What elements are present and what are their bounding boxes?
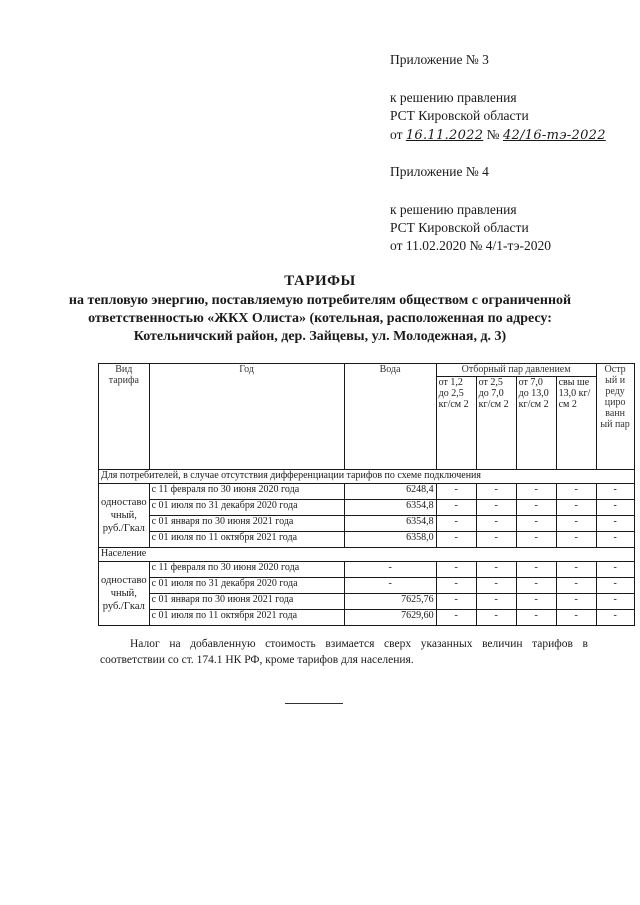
header-pressure-3: от 7,0 до 13,0 кг/см 2	[516, 377, 556, 470]
p3-value: -	[516, 484, 556, 500]
tariff-type-consumers: одноставо чный, руб./Гкал	[99, 484, 150, 548]
section-label-population: Население	[99, 548, 635, 562]
p2-value: -	[476, 484, 516, 500]
period-cell: с 01 января по 30 июня 2021 года	[149, 594, 344, 610]
p1-value: -	[436, 594, 476, 610]
sharp-value: -	[596, 516, 634, 532]
header-steam: Отборный пар давлением	[436, 364, 596, 377]
tariff-type-population: одноставо чный, руб./Гкал	[99, 562, 150, 626]
sharp-value: -	[596, 484, 634, 500]
appendix3-line1: к решению правления	[390, 90, 517, 105]
appendix4-title: Приложение № 4	[390, 164, 489, 179]
tariff-table	[98, 363, 635, 626]
sharp-value: -	[596, 594, 634, 610]
p2-value: -	[476, 594, 516, 610]
p4-value: -	[556, 594, 596, 610]
header-pressure-4: свы ше 13,0 кг/см 2	[556, 377, 596, 470]
header-sharp-steam: Остр ый и реду циро ванн ый пар	[596, 364, 634, 470]
p2-value: -	[476, 516, 516, 532]
p1-value: -	[436, 484, 476, 500]
handwritten-number: 42/16-тэ-2022	[502, 128, 606, 143]
p3-value: -	[516, 562, 556, 578]
appendix3-line2: РСТ Кировской области	[390, 108, 529, 123]
p3-value: -	[516, 516, 556, 532]
header-water: Вода	[344, 364, 436, 470]
sharp-value: -	[596, 562, 634, 578]
p4-value: -	[556, 484, 596, 500]
vat-note: Налог на добавленную стоимость взимается сверх указанных величин тарифов в соответствии со ст. 174.1 НК РФ, кроме тарифов для населения.	[100, 638, 588, 666]
p4-value: -	[556, 516, 596, 532]
p1-value: -	[436, 578, 476, 594]
water-value: 7625,76	[344, 594, 436, 610]
water-value: 7629,60	[344, 610, 436, 626]
p2-value: -	[476, 500, 516, 516]
number-prefix: №	[486, 127, 500, 142]
sharp-value: -	[596, 500, 634, 516]
header-pressure-1: от 1,2 до 2,5 кг/см 2	[436, 377, 476, 470]
p1-value: -	[436, 516, 476, 532]
p2-value: -	[476, 578, 516, 594]
p3-value: -	[516, 610, 556, 626]
period-cell: с 01 июля по 11 октября 2021 года	[149, 610, 344, 626]
water-value: 6354,8	[344, 516, 436, 532]
handwritten-date: 16.11.2022	[405, 128, 484, 143]
p4-value: -	[556, 562, 596, 578]
p1-value: -	[436, 562, 476, 578]
p2-value: -	[476, 610, 516, 626]
p4-value: -	[556, 500, 596, 516]
p2-value: -	[476, 562, 516, 578]
p4-value: -	[556, 532, 596, 548]
p3-value: -	[516, 578, 556, 594]
sharp-value: -	[596, 532, 634, 548]
appendix4-line3: от 11.02.2020 № 4/1-тэ-2020	[390, 238, 551, 253]
appendix4-line1: к решению правления	[390, 202, 517, 217]
water-value: -	[344, 562, 436, 578]
p1-value: -	[436, 532, 476, 548]
water-value: 6354,8	[344, 500, 436, 516]
appendix3-title: Приложение № 3	[390, 52, 489, 67]
section-label-consumers: Для потребителей, в случае отсутствия дифференциации тарифов по схеме подключения	[99, 470, 635, 484]
document-subtitle: на тепловую энергию, поставляемую потребителям обществом с ограниченной ответственностью «ЖКХ Олиста» (котельная, расположенная по адресу: Котельничский район, дер. Зайцевы, ул. Молодежная, д. 3)	[68, 293, 572, 344]
period-cell: с 11 февраля по 30 июня 2020 года	[149, 484, 344, 500]
sharp-value: -	[596, 610, 634, 626]
period-cell: с 01 июля по 31 декабря 2020 года	[149, 500, 344, 516]
p3-value: -	[516, 594, 556, 610]
document-title: ТАРИФЫ	[284, 273, 356, 289]
water-value: -	[344, 578, 436, 594]
sharp-value: -	[596, 578, 634, 594]
p3-value: -	[516, 500, 556, 516]
appendix4-line2: РСТ Кировской области	[390, 220, 529, 235]
header-type: Вид тарифа	[99, 364, 150, 470]
p1-value: -	[436, 500, 476, 516]
period-cell: с 01 июля по 31 декабря 2020 года	[149, 578, 344, 594]
p4-value: -	[556, 610, 596, 626]
p3-value: -	[516, 532, 556, 548]
date-prefix: от	[390, 127, 403, 142]
p4-value: -	[556, 578, 596, 594]
header-pressure-2: от 2,5 до 7,0 кг/см 2	[476, 377, 516, 470]
p2-value: -	[476, 532, 516, 548]
period-cell: с 01 января по 30 июня 2021 года	[149, 516, 344, 532]
period-cell: с 11 февраля по 30 июня 2020 года	[149, 562, 344, 578]
water-value: 6358,0	[344, 532, 436, 548]
period-cell: с 01 июля по 11 октября 2021 года	[149, 532, 344, 548]
appendix3-date-line	[390, 126, 606, 145]
water-value: 6248,4	[344, 484, 436, 500]
separator-line	[285, 703, 343, 704]
p1-value: -	[436, 610, 476, 626]
header-year: Год	[149, 364, 344, 470]
